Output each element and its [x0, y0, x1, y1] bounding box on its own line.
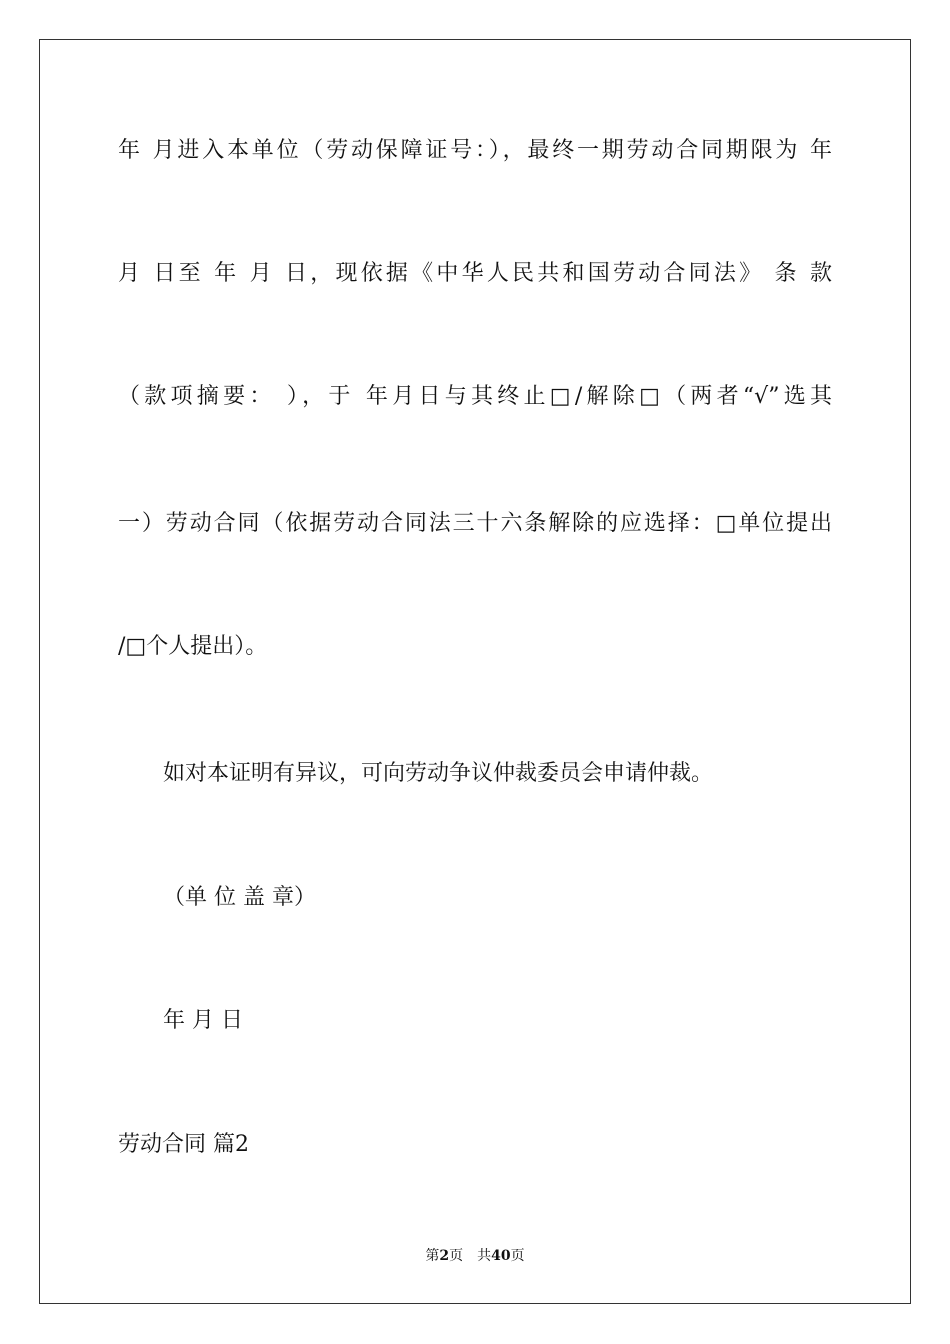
page-frame [39, 39, 911, 1304]
body-line-1: 年 月进入本单位（劳动保障证号：），最终一期劳动合同期限为 年 [118, 138, 832, 163]
total-page-number: 40 [491, 1248, 511, 1264]
body-line-5: /□个人提出）。 [118, 634, 268, 659]
current-page-number: 2 [439, 1248, 450, 1264]
body-line-3: （款项摘要： ），于 年月日与其终止□/解除□（两者“√”选其 [118, 384, 832, 409]
footer-suffix: 页 [510, 1248, 525, 1264]
footer-prefix: 第 [425, 1248, 440, 1264]
date-line: 年 月 日 [163, 1008, 243, 1033]
page-footer [0, 1247, 950, 1265]
footer-mid: 页 共 [449, 1248, 492, 1264]
body-line-4: 一）劳动合同（依据劳动合同法三十六条解除的应选择：□单位提出 [118, 511, 832, 536]
body-line-2: 月 日至 年 月 日，现依据《中华人民共和国劳动合同法》 条 款 [118, 261, 832, 286]
objection-paragraph: 如对本证明有异议，可向劳动争议仲裁委员会申请仲裁。 [163, 761, 714, 786]
section-heading: 劳动合同 篇2 [118, 1132, 249, 1157]
seal-label: （单 位 盖 章） [163, 885, 316, 910]
